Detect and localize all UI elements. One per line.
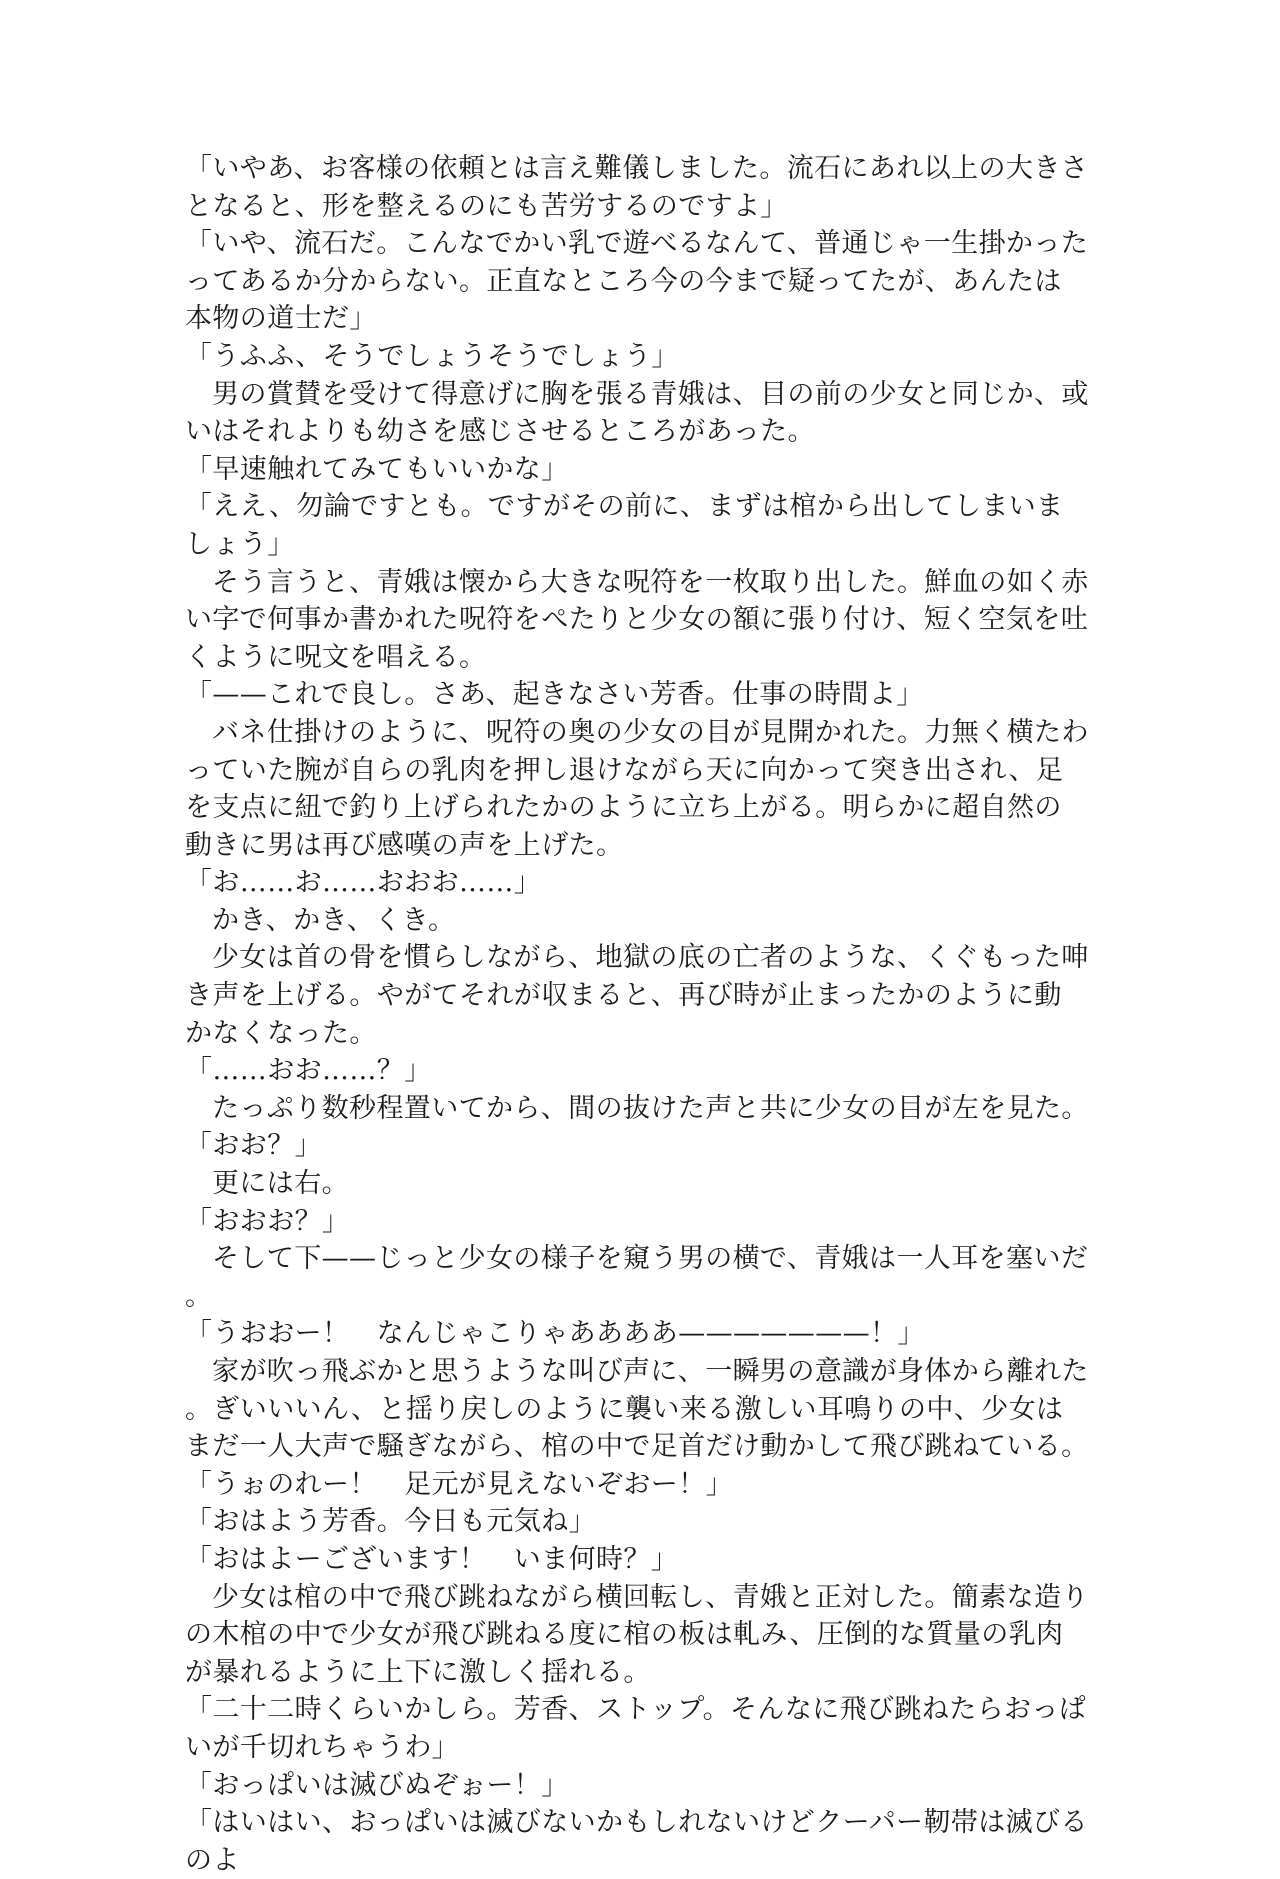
paragraph: 少女は棺の中で飛び跳ねながら横回転し、青娥と正対した。簡素な造りの木棺の中で少女が飛び跳ねる度に棺の板は軋み、圧倒的な質量の乳肉が暴れるように上下に激しく揺れる。 bbox=[185, 1581, 1089, 1688]
paragraph: 「おはよう芳香。今日も元気ね」 bbox=[185, 1506, 596, 1538]
paragraph: 「うおおー！ なんじゃこりゃああああ———————！」 bbox=[185, 1318, 925, 1350]
paragraph: 「いや、流石だ。こんなでかい乳で遊べるなんて、普通じゃ一生掛かったってあるか分からない。正直なところ今の今まで疑ってたが、あんたは本物の道士だ」 bbox=[185, 228, 1089, 335]
paragraph: 家が吹っ飛ぶかと思うような叫び声に、一瞬男の意識が身体から離れた。ぎいいいん、と揺り戻しのように襲い来る激しい耳鳴りの中、少女はまだ一人大声で騒ぎながら、棺の中で足首だけ動かして飛び跳ねている。 bbox=[185, 1356, 1089, 1463]
paragraph: 「おおお？」 bbox=[185, 1205, 350, 1237]
paragraph: そして下——じっと少女の様子を窺う男の横で、青娥は一人耳を塞いだ。 bbox=[185, 1243, 1089, 1312]
paragraph: 男の賞賛を受けて得意げに胸を張る青娥は、目の前の少女と同じか、或いはそれよりも幼さを感じさせるところがあった。 bbox=[185, 378, 1089, 448]
document-text-body bbox=[185, 150, 1089, 1879]
paragraph: そう言うと、青娥は懐から大きな呪符を一枚取り出した。鮮血の如く赤い字で何事か書かれた呪符をぺたりと少女の額に張り付け、短く空気を吐くように呪文を唱える。 bbox=[185, 566, 1089, 673]
paragraph: 「おはよーございます！ いま何時？」 bbox=[185, 1543, 679, 1575]
paragraph: 「——これで良し。さあ、起きなさい芳香。仕事の時間よ」 bbox=[185, 679, 924, 711]
paragraph: バネ仕掛けのように、呪符の奥の少女の目が見開かれた。力無く横たわっていた腕が自らの乳肉を押し退けながら天に向かって突き出され、足を支点に紐で釣り上げられたかのように立ち上がる。明らかに超自然の動きに男は再び感嘆の声を上げた。 bbox=[185, 716, 1089, 861]
paragraph: 「うふふ、そうでしょうそうでしょう」 bbox=[185, 340, 679, 372]
paragraph: 「はいはい、おっぱいは滅びないかもしれないけどクーパー靭帯は滅びるのよ bbox=[185, 1807, 1088, 1876]
paragraph: 「……おお……？」 bbox=[185, 1055, 432, 1087]
paragraph: 「おお？」 bbox=[185, 1130, 322, 1162]
paragraph: たっぷり数秒程置いてから、間の抜けた声と共に少女の目が左を見た。 bbox=[212, 1092, 1089, 1124]
paragraph: 「お……お……おおお……」 bbox=[185, 867, 542, 899]
paragraph: 「いやあ、お客様の依頼とは言え難儀しました。流石にあれ以上の大きさとなると、形を整えるのにも苦労するのですよ」 bbox=[185, 153, 1089, 222]
paragraph: かき、かき、くき。 bbox=[212, 904, 456, 936]
paragraph: 少女は首の骨を慣らしながら、地獄の底の亡者のような、くぐもった呻き声を上げる。やがてそれが収まると、再び時が止まったかのように動かなくなった。 bbox=[185, 942, 1089, 1049]
paragraph: 「ええ、勿論ですとも。ですがその前に、まずは棺から出してしまいましょう」 bbox=[185, 491, 1064, 560]
paragraph: 「おっぱいは滅びぬぞぉー！」 bbox=[185, 1769, 569, 1801]
paragraph: 更には右。 bbox=[212, 1168, 349, 1200]
paragraph: 「うぉのれー！ 足元が見えないぞおー！」 bbox=[185, 1468, 733, 1500]
paragraph: 「早速触れてみてもいいかな」 bbox=[185, 453, 569, 485]
paragraph: 「二十二時くらいかしら。芳香、ストップ。そんなに飛び跳ねたらおっぱいが千切れちゃうわ」 bbox=[185, 1694, 1087, 1763]
